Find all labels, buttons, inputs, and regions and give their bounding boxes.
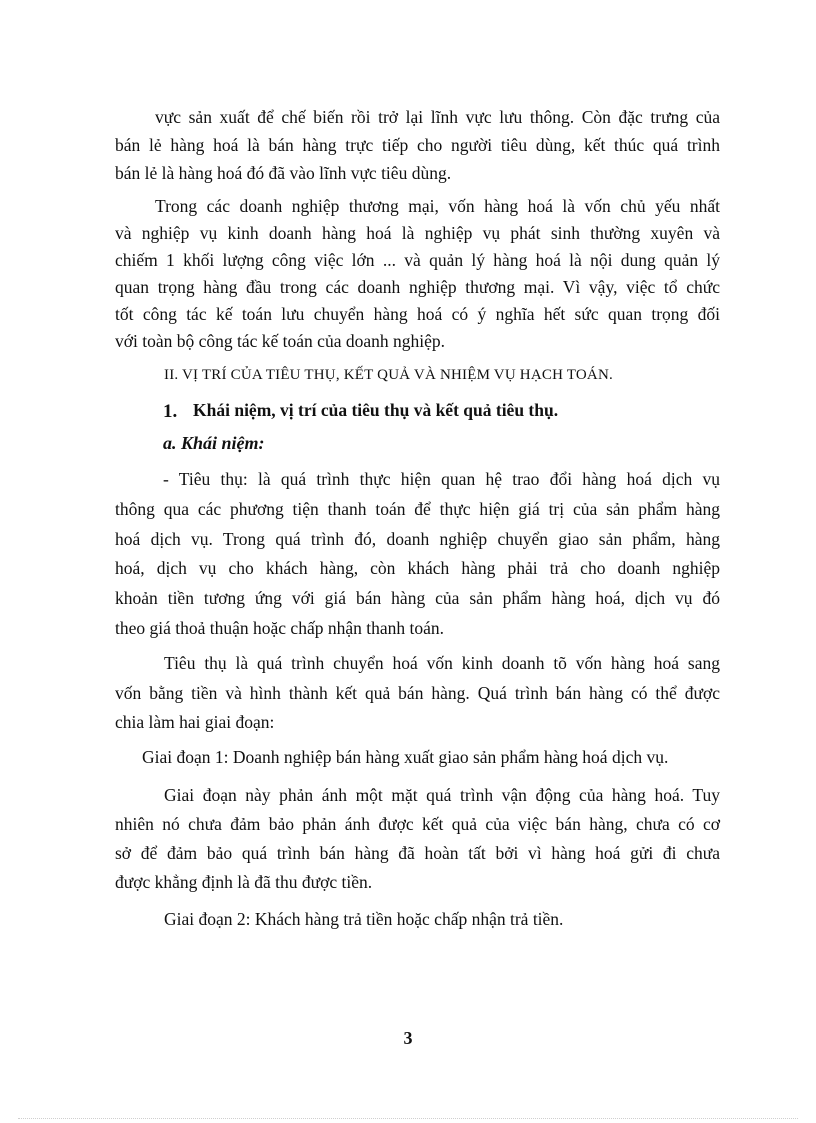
para2-line-3: chiếm 1 khối lượng công việc lớn ... và quản lý hàng hoá là nội dung quản lý xyxy=(115,250,720,270)
para2-line-4: quan trọng hàng đầu trong các doanh nghiệp thương mại. Vì vậy, việc tổ chức xyxy=(115,277,720,297)
para3-line-6: theo giá thoả thuận hoặc chấp nhận thanh toán. xyxy=(115,618,444,638)
section-heading: II. VỊ TRÍ CỦA TIÊU THỤ, KẾT QUẢ VÀ NHIỆM VỤ HẠCH TOÁN. xyxy=(164,367,613,383)
para3-line-4: hoá, dịch vụ cho khách hàng, còn khách hàng phải trả cho doanh nghiệp xyxy=(115,558,720,578)
page-number: 3 xyxy=(403,1028,413,1048)
para4-line-2: vốn bằng tiền và hình thành kết quả bán hàng. Quá trình bán hàng có thể được xyxy=(115,683,720,703)
para5-line-4: được khẳng định là đã thu được tiền. xyxy=(115,872,373,892)
para1-line-2: bán lẻ hàng hoá là bán hàng trực tiếp cho người tiêu dùng, kết thúc quá trình xyxy=(115,135,720,155)
subheading-text: Khái niệm, vị trí của tiêu thụ và kết quả tiêu thụ. xyxy=(193,400,559,420)
para2-line-1: Trong các doanh nghiệp thương mại, vốn hàng hoá là vốn chủ yếu nhất xyxy=(155,196,720,216)
para5-line-1: Giai đoạn này phản ánh một mặt quá trình vận động của hàng hoá. Tuy xyxy=(164,785,720,805)
para1-line-3: bán lẻ là hàng hoá đó đã vào lĩnh vực tiêu dùng. xyxy=(115,163,452,183)
para2-line-2: và nghiệp vụ kinh doanh hàng hoá là nghiệp vụ phát sinh thường xuyên và xyxy=(115,223,720,243)
para4-line-3: chia làm hai giai đoạn: xyxy=(115,712,275,732)
stage-2: Giai đoạn 2: Khách hàng trả tiền hoặc chấp nhận trả tiền. xyxy=(164,909,564,929)
para2-line-5: tốt công tác kế toán lưu chuyển hàng hoá có ý nghĩa hết sức quan trọng đối xyxy=(115,304,720,324)
para3-line-2: thông qua các phương tiện thanh toán để thực hiện giá trị của sản phẩm hàng xyxy=(115,499,720,519)
para3-line-3: hoá dịch vụ. Trong quá trình đó, doanh nghiệp chuyển giao sản phẩm, hàng xyxy=(115,529,720,549)
para5-line-2: nhiên nó chưa đảm bảo phản ánh được kết quả của việc bán hàng, chưa có cơ xyxy=(115,814,720,834)
para3-line-1: - Tiêu thụ: là quá trình thực hiện quan hệ trao đổi hàng hoá dịch vụ xyxy=(163,469,720,489)
para1-line-1: vực sản xuất để chế biến rồi trở lại lĩnh vực lưu thông. Còn đặc trưng của xyxy=(155,107,720,127)
para3-line-5: khoản tiền tương ứng với giá bán hàng của sản phẩm hàng hoá, dịch vụ đó xyxy=(115,588,720,608)
para4-line-1: Tiêu thụ là quá trình chuyển hoá vốn kinh doanh tõ vốn hàng hoá sang xyxy=(164,653,720,673)
para5-line-3: sở để đảm bảo quá trình bán hàng đã hoàn tất bởi vì hàng hoá gửi đi chưa xyxy=(115,843,720,863)
sub-sub-heading: a. Khái niệm: xyxy=(163,433,265,453)
para2-line-6: với toàn bộ công tác kế toán của doanh nghiệp. xyxy=(115,331,445,351)
page-bottom-divider xyxy=(18,1118,798,1119)
subheading-number: 1. xyxy=(163,401,178,422)
stage-1: Giai đoạn 1: Doanh nghiệp bán hàng xuất giao sản phẩm hàng hoá dịch vụ. xyxy=(142,747,669,767)
